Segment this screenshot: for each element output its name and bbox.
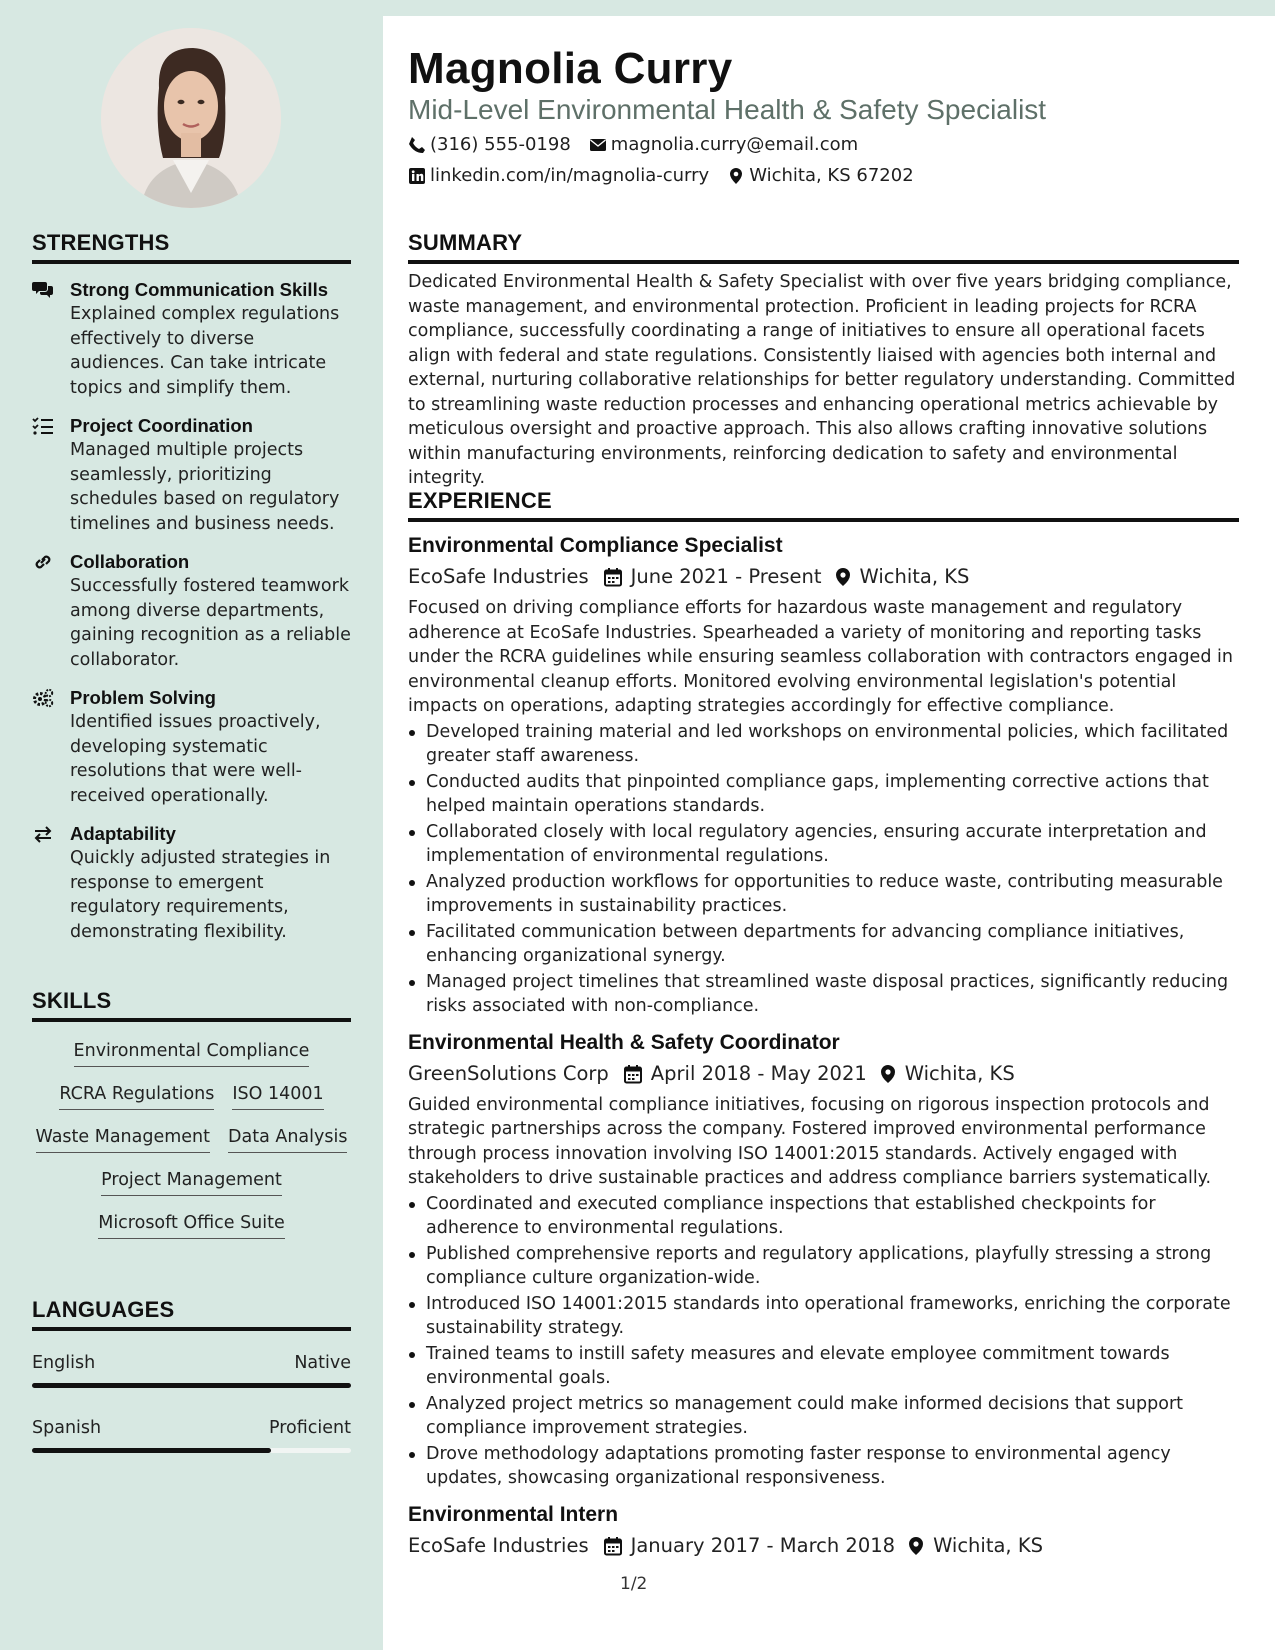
job-entry: [408, 1501, 1239, 1559]
job-bullets: [408, 720, 1239, 1019]
linkedin-contact[interactable]: [408, 165, 709, 186]
job-dates: June 2021 - Present: [630, 565, 822, 588]
main-content: [383, 16, 1275, 1650]
linkedin-text[interactable]: linkedin.com/in/magnolia-curry: [430, 165, 710, 186]
profile-photo: [101, 28, 281, 208]
strength-desc: Managed multiple projects seamlessly, prioritizing schedules based on regulatory timelines and business needs.: [70, 440, 340, 534]
job-title: Environmental Compliance Specialist: [408, 534, 783, 557]
job-bullet: Trained teams to instill safety measures and elevate employee commitment towards environmental goals.: [408, 1342, 1239, 1391]
job-bullet: Analyzed production workflows for opportunities to reduce waste, contributing measurable improvements in sustainability practices.: [408, 870, 1239, 919]
skills-heading: SKILLS: [32, 988, 351, 1022]
job-bullet: Managed project timelines that streamlined waste disposal practices, significantly reducing risks associated with non-compliance.: [408, 970, 1239, 1019]
company-name: EcoSafe Industries: [408, 565, 589, 588]
experience-section: [408, 488, 1239, 1559]
contact-row-1: [408, 134, 876, 155]
job-dates: April 2018 - May 2021: [650, 1061, 867, 1085]
arrows-exchange-icon: [32, 822, 70, 944]
location-text: Wichita, KS 67202: [749, 165, 914, 186]
skills-section: [32, 988, 351, 1255]
language-bar-fill: [32, 1448, 271, 1453]
job-meta: [408, 564, 1239, 590]
phone-contact: [408, 134, 571, 155]
skill-tag: RCRA Regulations: [59, 1083, 214, 1110]
strengths-section: [32, 230, 351, 944]
company-name: EcoSafe Industries: [408, 1533, 589, 1557]
phone-icon: [408, 136, 426, 154]
job-title: Environmental Health & Safety Coordinator: [408, 1030, 840, 1054]
portrait-image: [101, 28, 281, 208]
job-bullet: Coordinated and executed compliance inspections that established checkpoints for adherence to environmental regulations.: [408, 1192, 1239, 1241]
location-contact: [727, 165, 913, 186]
linkedin-icon: [408, 167, 426, 185]
contact-row-2: [408, 165, 932, 186]
job-location: Wichita, KS: [859, 565, 970, 588]
language-name: English: [32, 1353, 96, 1373]
strength-item: [32, 278, 351, 400]
calendar-icon: [603, 567, 623, 587]
email-text[interactable]: magnolia.curry@email.com: [610, 134, 859, 155]
strength-item: [32, 414, 351, 536]
strength-item: [32, 686, 351, 808]
skill-tag: ISO 14001: [232, 1083, 323, 1110]
sidebar: [0, 0, 383, 1650]
strength-desc: Successfully fostered teamwork among diverse departments, gaining recognition as a reliable collaborator.: [70, 576, 351, 670]
map-pin-icon: [727, 167, 745, 185]
email-contact[interactable]: [589, 134, 858, 155]
envelope-icon: [589, 136, 607, 154]
skill-tag: Microsoft Office Suite: [98, 1212, 285, 1239]
skills-list: [32, 1040, 351, 1239]
job-dates: January 2017 - March 2018: [630, 1533, 896, 1557]
strength-item: [32, 550, 351, 672]
calendar-icon: [623, 1064, 643, 1084]
language-bar-fill: [32, 1383, 351, 1388]
job-meta: [408, 1061, 1239, 1087]
strength-desc: Quickly adjusted strategies in response to emergent regulatory requirements, demonstrating flexibility.: [70, 848, 331, 942]
calendar-icon: [603, 1536, 623, 1556]
job-entry: [408, 532, 1239, 1019]
strength-desc: Explained complex regulations effectively to diverse audiences. Can take intricate topics and simplify them.: [70, 304, 340, 398]
job-title: Environmental Intern: [408, 1502, 619, 1526]
experience-heading: EXPERIENCE: [408, 488, 1239, 522]
languages-heading: LANGUAGES: [32, 1297, 351, 1331]
list-check-icon: [32, 414, 70, 536]
strengths-list: [32, 278, 351, 944]
language-bar: [32, 1383, 351, 1388]
job-description: Guided environmental compliance initiatives, focusing on rigorous inspection protocols and strategic partnerships across the company. Fostered improved environmental performance through process innovation involving ISO 14001:2015 standards. Actively engaged with stakeholders to drive sustainable practices and address compliance barriers systematically.: [408, 1094, 1212, 1188]
company-name: GreenSolutions Corp: [408, 1061, 609, 1085]
strength-item: [32, 822, 351, 944]
strength-title: Adaptability: [70, 823, 176, 844]
strength-title: Problem Solving: [70, 687, 216, 708]
job-bullet: Developed training material and led workshops on environmental policies, which facilitated greater staff awareness.: [408, 720, 1239, 769]
job-bullet: Collaborated closely with local regulatory agencies, ensuring accurate interpretation and implementation of environmental regulations.: [408, 820, 1239, 869]
job-meta: [408, 1533, 1239, 1559]
link-icon: [32, 550, 70, 672]
map-pin-icon: [834, 567, 852, 587]
strengths-heading: STRENGTHS: [32, 230, 351, 264]
summary-text: Dedicated Environmental Health & Safety Specialist with over five years bridging compliance, waste management, and environmental protection. Proficient in leading projects for RCRA compliance, successfully coordinating a range of initiatives to ensure all operational facets align with federal and state regulations. Consistently liaised with agencies both internal and external, nurturing collaborative relationships for better regulatory understanding. Committed to streamlining waste reduction processes and enhancing operational metrics achievable by meticulous oversight and proactive approach. This also allows crafting innovative solutions within manufacturing environments, reinforcing dedication to safety and environmental integrity.: [408, 272, 1236, 488]
language-item: [32, 1418, 351, 1453]
candidate-title: Mid-Level Environmental Health & Safety Specialist: [408, 94, 1047, 125]
language-bar: [32, 1448, 351, 1453]
strength-title: Project Coordination: [70, 415, 253, 436]
skill-tag: Environmental Compliance: [74, 1040, 310, 1067]
language-item: [32, 1353, 351, 1388]
languages-section: [32, 1297, 351, 1453]
language-name: Spanish: [32, 1418, 102, 1438]
strength-desc: Identified issues proactively, developing systematic resolutions that were well-received operationally.: [70, 712, 321, 806]
map-pin-icon: [907, 1536, 925, 1556]
comments-icon: [32, 278, 70, 400]
language-level: Proficient: [269, 1418, 351, 1438]
phone-text: (316) 555-0198: [430, 134, 571, 155]
skill-tag: Waste Management: [36, 1126, 211, 1153]
skill-tag: Project Management: [101, 1169, 282, 1196]
candidate-name: Magnolia Curry: [408, 44, 733, 93]
strength-title: Strong Communication Skills: [70, 279, 328, 300]
skill-tag: Data Analysis: [228, 1126, 347, 1153]
job-bullets: [408, 1192, 1239, 1491]
page-number: 1/2: [620, 1574, 648, 1594]
language-level: Native: [294, 1353, 351, 1373]
summary-heading: SUMMARY: [408, 230, 1239, 264]
job-bullet: Conducted audits that pinpointed compliance gaps, implementing corrective actions that helped maintain operations standards.: [408, 770, 1239, 819]
job-bullet: Analyzed project metrics so management could make informed decisions that support compliance improvement strategies.: [408, 1392, 1239, 1441]
job-location: Wichita, KS: [904, 1061, 1015, 1085]
strength-title: Collaboration: [70, 551, 190, 572]
job-description: Focused on driving compliance efforts for hazardous waste management and regulatory adherence at EcoSafe Industries. Spearheaded a variety of monitoring and reporting tasks under the RCRA guidelines while ensuring seamless collaboration with contractors engaged in environmental cleanup efforts. Monitored evolving environmental legislation's potential impacts on operations, adapting strategies accordingly for effective compliance.: [408, 598, 1233, 716]
map-pin-icon: [879, 1064, 897, 1084]
gears-icon: [32, 686, 70, 808]
job-bullet: Facilitated communication between departments for advancing compliance initiatives, enhancing organizational synergy.: [408, 920, 1239, 969]
job-bullet: Drove methodology adaptations promoting faster response to environmental agency updates, showcasing organizational responsiveness.: [408, 1442, 1239, 1491]
summary-section: [408, 230, 1239, 491]
job-location: Wichita, KS: [933, 1533, 1043, 1557]
job-bullet: Published comprehensive reports and regulatory applications, playfully stressing a strong compliance culture organization-wide.: [408, 1242, 1239, 1291]
job-bullet: Introduced ISO 14001:2015 standards into operational frameworks, enriching the corporate sustainability strategy.: [408, 1292, 1239, 1341]
job-entry: [408, 1029, 1239, 1491]
